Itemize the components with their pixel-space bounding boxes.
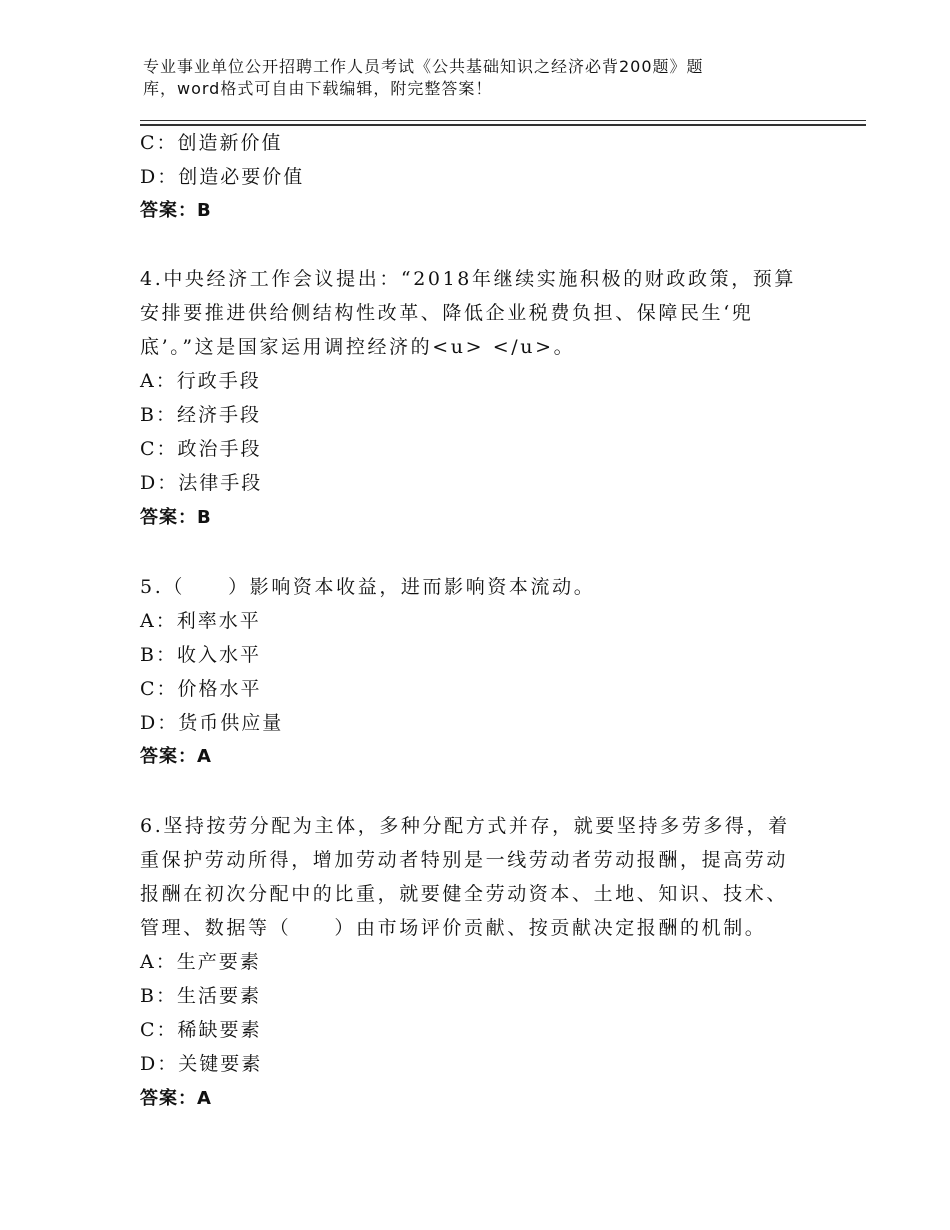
option-b: B：经济手段: [140, 404, 261, 426]
header-line-1: 专业事业单位公开招聘工作人员考试《公共基础知识之经济必背200题》题: [143, 57, 704, 76]
question-6-line-2: 重保护劳动所得，增加劳动者特别是一线劳动者劳动报酬，提高劳动: [140, 849, 789, 871]
option-c: C：创造新价值: [140, 132, 283, 154]
header-line-2: 库，word格式可自由下载编辑，附完整答案！: [143, 79, 493, 98]
option-d: D：创造必要价值: [140, 166, 305, 188]
question-5-line-1: 5.（ ）影响资本收益，进而影响资本流动。: [140, 576, 596, 598]
answer-label: 答案：B: [140, 507, 212, 528]
header-rule-thick: [140, 124, 866, 126]
question-4-line-1: 4.中央经济工作会议提出：“2018年继续实施积极的财政政策，预算: [140, 268, 796, 290]
option-d: D：货币供应量: [140, 712, 284, 734]
option-a: A：行政手段: [140, 370, 261, 392]
answer-label: 答案：A: [140, 746, 212, 767]
option-b: B：收入水平: [140, 644, 261, 666]
question-4-line-2: 安排要推进供给侧结构性改革、降低企业税费负担、保障民生‘兜: [140, 302, 754, 324]
option-c: C：价格水平: [140, 678, 262, 700]
option-c: C：稀缺要素: [140, 1019, 262, 1041]
page-header: [143, 56, 763, 100]
question-6-line-1: 6.坚持按劳分配为主体，多种分配方式并存，就要坚持多劳多得，着: [140, 815, 790, 837]
question-4-line-3: 底’。”这是国家运用调控经济的<u> </u>。: [140, 336, 576, 358]
option-d: D：法律手段: [140, 472, 263, 494]
header-rule-thin: [140, 120, 866, 121]
question-6-line-3: 报酬在初次分配中的比重，就要健全劳动资本、土地、知识、技术、: [140, 883, 789, 905]
question-6-line-4: 管理、数据等（ ）由市场评价贡献、按贡献决定报酬的机制。: [140, 917, 767, 939]
option-d: D：关键要素: [140, 1053, 263, 1075]
option-a: A：利率水平: [140, 610, 261, 632]
answer-label: 答案：A: [140, 1088, 212, 1109]
option-a: A：生产要素: [140, 951, 261, 973]
answer-label: 答案：B: [140, 200, 212, 221]
option-b: B：生活要素: [140, 985, 261, 1007]
option-c: C：政治手段: [140, 438, 262, 460]
